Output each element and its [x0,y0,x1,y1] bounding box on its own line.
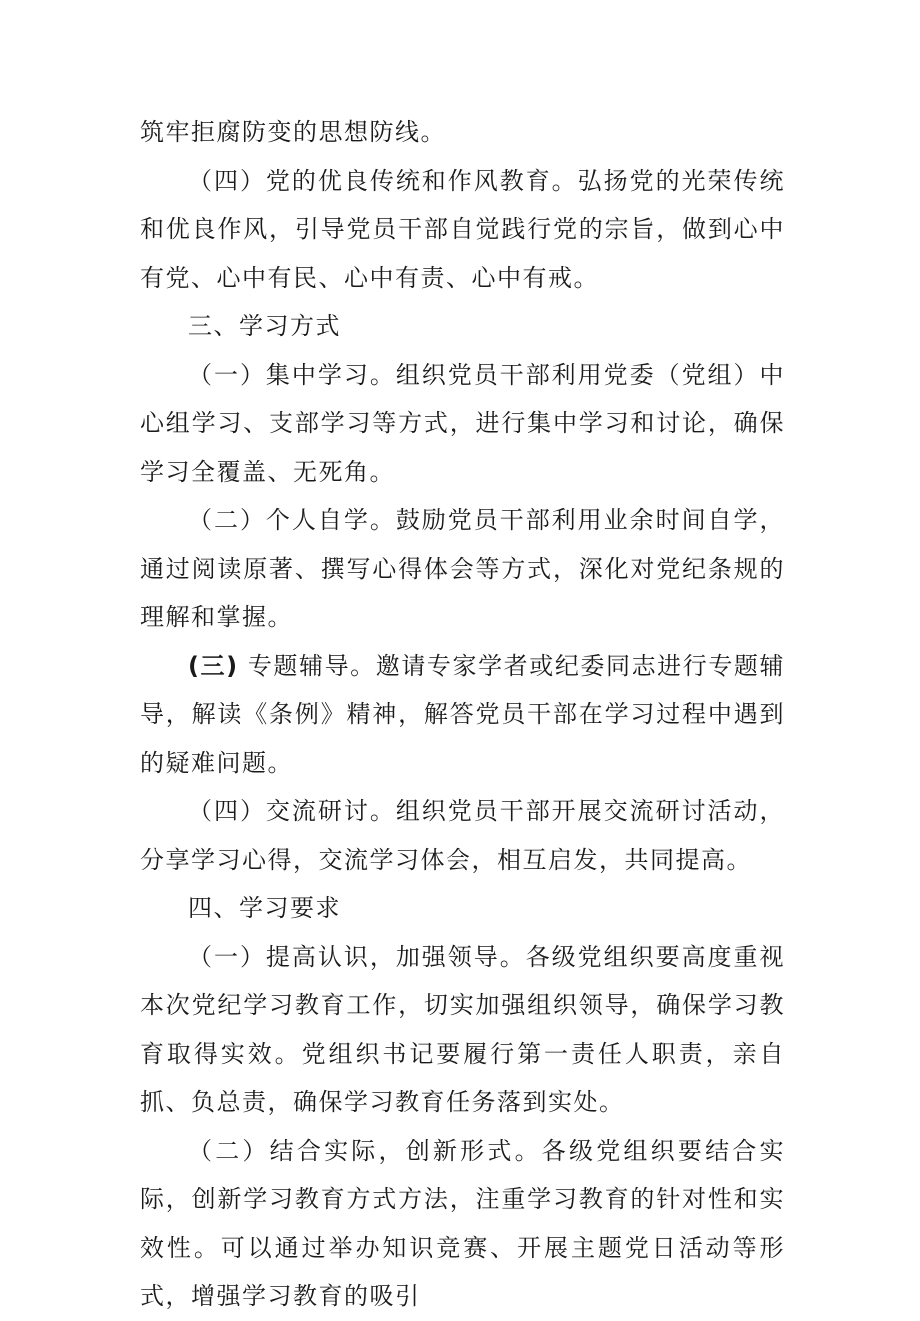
paragraph-special-guidance [140,642,785,788]
paragraph-marker: (三) [188,651,239,680]
document-body [140,108,785,1321]
paragraph-text: 专题辅导。邀请专家学者或纪委同志进行专题辅导，解读《条例》精神，解答党员干部在学习过程中遇到的疑难问题。 [140,651,785,777]
paragraph-combine-practice: （二）结合实际，创新形式。各级党组织要结合实际，创新学习教育方式方法，注重学习教育的针对性和实效性。可以通过举办知识竞赛、开展主题党日活动等形式，增强学习教育的吸引 [140,1136,785,1310]
paragraph-centralized-study: （一）集中学习。组织党员干部利用党委（党组）中心组学习、支部学习等方式，进行集中学习和讨论，确保学习全覆盖、无死角。 [140,360,785,486]
paragraph-party-tradition: （四）党的优良传统和作风教育。弘扬党的光荣传统和优良作风，引导党员干部自觉践行党的宗旨，做到心中有党、心中有民、心中有责、心中有戒。 [140,166,785,292]
paragraph-continuation: 筑牢拒腐防变的思想防线。 [140,118,446,146]
paragraph-exchange-discussion: （四）交流研讨。组织党员干部开展交流研讨活动，分享学习心得，交流学习体会，相互启发，共同提高。 [140,797,785,874]
section-heading-study-methods: 三、学习方式 [188,312,341,340]
paragraph-raise-awareness: （一）提高认识，加强领导。各级党组织要高度重视本次党纪学习教育工作，切实加强组织领导，确保学习教育取得实效。党组织书记要履行第一责任人职责，亲自抓、负总责，确保学习教育任务落到实处。 [140,942,785,1116]
section-heading-study-requirements: 四、学习要求 [188,894,341,922]
paragraph-self-study: （二）个人自学。鼓励党员干部利用业余时间自学，通过阅读原著、撰写心得体会等方式，深化对党纪条规的理解和掌握。 [140,506,785,631]
